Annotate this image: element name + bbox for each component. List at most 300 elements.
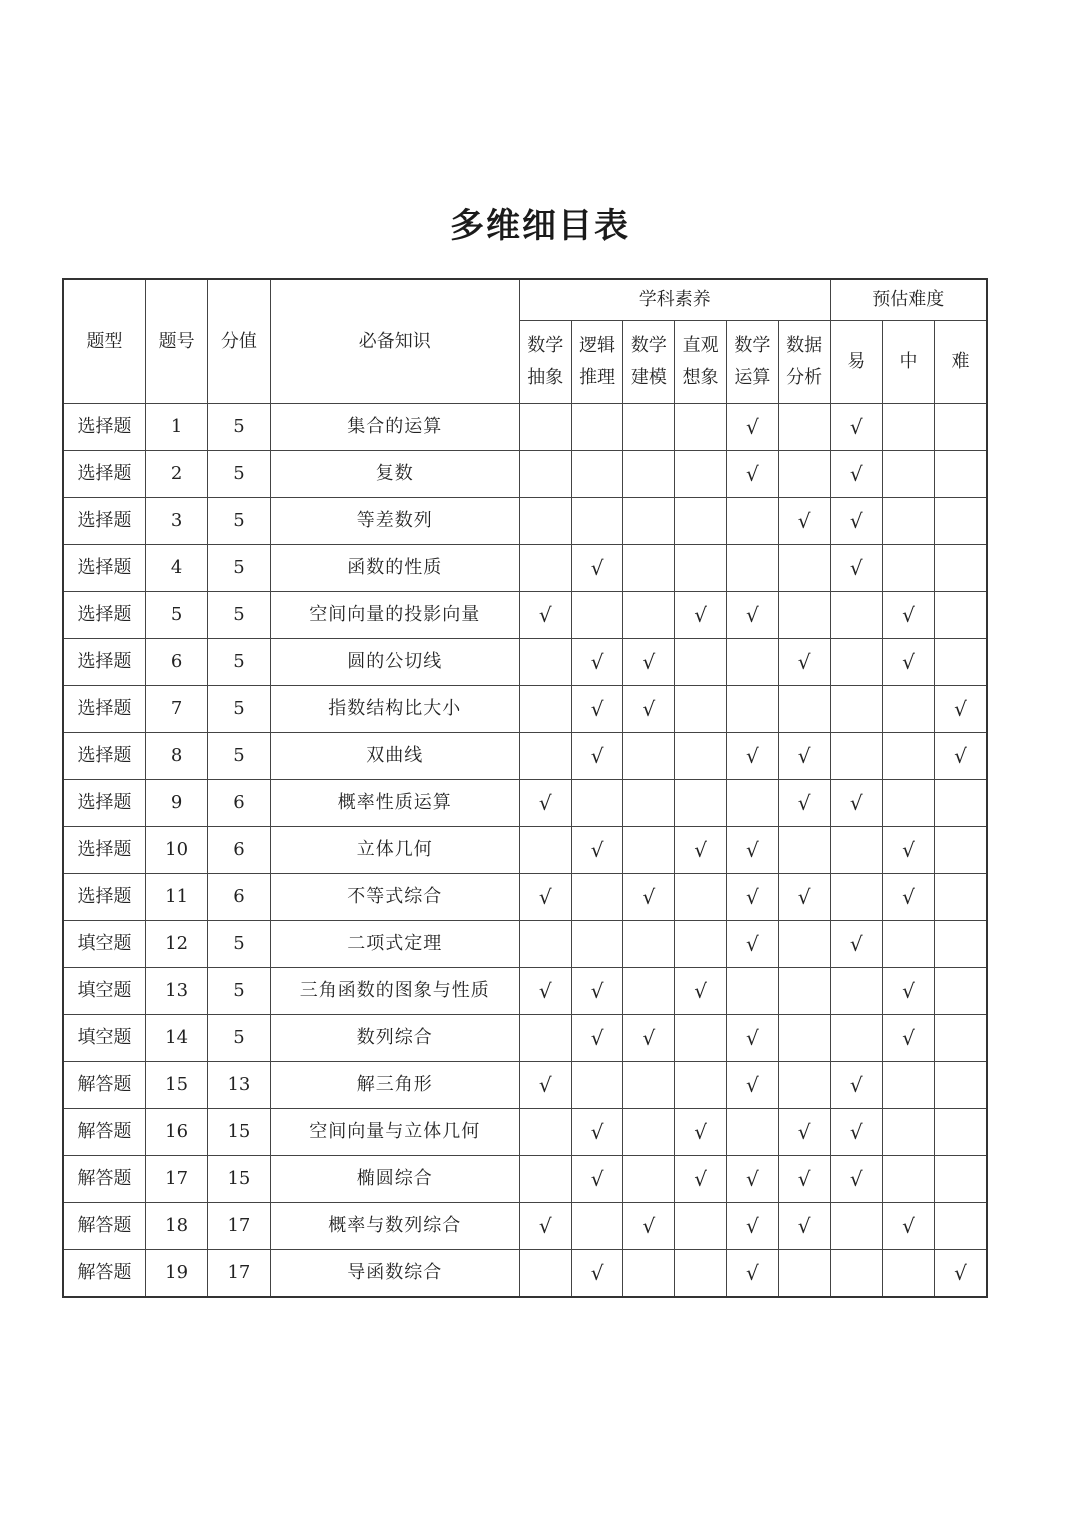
check-mark: √	[590, 978, 604, 1003]
table-row	[63, 451, 987, 498]
cell-number: 13	[145, 968, 207, 1015]
cell-type: 选择题	[63, 780, 145, 827]
check-mark: √	[745, 1213, 759, 1238]
cell-knowledge: 解三角形	[270, 1062, 519, 1109]
cell-type: 选择题	[63, 686, 145, 733]
cell-difficulty-0	[830, 1015, 882, 1062]
header-literacy-line: 数学	[734, 335, 771, 356]
cell-literacy-3	[675, 1203, 727, 1250]
check-mark: √	[590, 837, 604, 862]
header-literacy-line: 直观	[682, 335, 719, 356]
cell-difficulty-0	[830, 592, 882, 639]
cell-number: 18	[145, 1203, 207, 1250]
check-mark: √	[642, 1213, 656, 1238]
check-mark: √	[849, 1166, 863, 1191]
check-mark: √	[642, 696, 656, 721]
cell-difficulty-2	[935, 1250, 987, 1298]
cell-literacy-3	[675, 780, 727, 827]
cell-literacy-0	[519, 1109, 571, 1156]
cell-knowledge: 概率性质运算	[270, 780, 519, 827]
cell-difficulty-0	[830, 1250, 882, 1298]
cell-difficulty-2	[935, 874, 987, 921]
check-mark: √	[538, 790, 552, 815]
check-mark: √	[797, 743, 811, 768]
table-header	[63, 279, 987, 404]
cell-literacy-2	[623, 592, 675, 639]
cell-score: 5	[208, 592, 270, 639]
cell-difficulty-1	[882, 498, 934, 545]
cell-score: 5	[208, 968, 270, 1015]
cell-literacy-0	[519, 686, 571, 733]
cell-difficulty-0	[830, 1203, 882, 1250]
cell-difficulty-1	[882, 1203, 934, 1250]
cell-score: 6	[208, 874, 270, 921]
cell-difficulty-1	[882, 1015, 934, 1062]
cell-knowledge: 函数的性质	[270, 545, 519, 592]
cell-difficulty-2	[935, 1156, 987, 1203]
check-mark: √	[745, 602, 759, 627]
cell-difficulty-0	[830, 1109, 882, 1156]
cell-difficulty-1	[882, 451, 934, 498]
cell-type: 选择题	[63, 592, 145, 639]
check-mark: √	[745, 414, 759, 439]
cell-literacy-5	[778, 874, 830, 921]
cell-difficulty-1	[882, 874, 934, 921]
cell-literacy-2	[623, 733, 675, 780]
cell-literacy-2	[623, 686, 675, 733]
check-mark: √	[849, 555, 863, 580]
cell-knowledge: 指数结构比大小	[270, 686, 519, 733]
cell-difficulty-0	[830, 968, 882, 1015]
table-row	[63, 1203, 987, 1250]
cell-number: 7	[145, 686, 207, 733]
cell-difficulty-0	[830, 827, 882, 874]
cell-difficulty-0	[830, 639, 882, 686]
cell-difficulty-1	[882, 592, 934, 639]
cell-knowledge: 不等式综合	[270, 874, 519, 921]
cell-literacy-5	[778, 545, 830, 592]
cell-literacy-1	[571, 733, 623, 780]
cell-literacy-3	[675, 545, 727, 592]
cell-literacy-5	[778, 921, 830, 968]
cell-literacy-4	[726, 874, 778, 921]
cell-knowledge: 概率与数列综合	[270, 1203, 519, 1250]
check-mark: √	[538, 884, 552, 909]
check-mark: √	[590, 1025, 604, 1050]
header-literacy-line: 推理	[579, 367, 616, 388]
cell-literacy-0	[519, 1203, 571, 1250]
table-row	[63, 1062, 987, 1109]
cell-score: 6	[208, 827, 270, 874]
check-mark: √	[849, 931, 863, 956]
cell-literacy-3	[675, 1062, 727, 1109]
check-mark: √	[902, 649, 915, 674]
cell-literacy-4	[726, 1109, 778, 1156]
check-mark: √	[538, 978, 552, 1003]
check-mark: √	[902, 978, 915, 1003]
cell-difficulty-2	[935, 592, 987, 639]
cell-literacy-4	[726, 1062, 778, 1109]
cell-literacy-2	[623, 1109, 675, 1156]
cell-literacy-3	[675, 968, 727, 1015]
cell-number: 4	[145, 545, 207, 592]
cell-difficulty-0	[830, 733, 882, 780]
cell-literacy-0	[519, 780, 571, 827]
check-mark: √	[902, 1025, 915, 1050]
cell-difficulty-0	[830, 545, 882, 592]
table-body	[63, 404, 987, 1298]
cell-number: 2	[145, 451, 207, 498]
cell-literacy-5	[778, 780, 830, 827]
cell-literacy-1	[571, 874, 623, 921]
cell-literacy-4	[726, 1203, 778, 1250]
cell-literacy-3	[675, 1156, 727, 1203]
check-mark: √	[797, 1166, 811, 1191]
cell-knowledge: 集合的运算	[270, 404, 519, 451]
cell-type: 填空题	[63, 921, 145, 968]
cell-type: 填空题	[63, 968, 145, 1015]
cell-literacy-0	[519, 592, 571, 639]
check-mark: √	[954, 743, 967, 768]
cell-literacy-5	[778, 592, 830, 639]
check-mark: √	[538, 602, 552, 627]
check-mark: √	[538, 1072, 552, 1097]
cell-literacy-1	[571, 1062, 623, 1109]
cell-literacy-3	[675, 827, 727, 874]
check-mark: √	[902, 1213, 915, 1238]
cell-score: 5	[208, 498, 270, 545]
cell-literacy-1	[571, 827, 623, 874]
check-mark: √	[797, 508, 811, 533]
cell-literacy-1	[571, 1109, 623, 1156]
cell-literacy-3	[675, 874, 727, 921]
header-score: 分值	[208, 279, 270, 404]
check-mark: √	[642, 884, 656, 909]
check-mark: √	[745, 1025, 759, 1050]
cell-score: 5	[208, 639, 270, 686]
cell-literacy-2	[623, 827, 675, 874]
cell-difficulty-0	[830, 780, 882, 827]
check-mark: √	[590, 1260, 604, 1285]
check-mark: √	[849, 414, 863, 439]
check-mark: √	[797, 884, 811, 909]
cell-number: 14	[145, 1015, 207, 1062]
check-mark: √	[745, 837, 759, 862]
cell-difficulty-1	[882, 921, 934, 968]
check-mark: √	[590, 696, 604, 721]
cell-number: 15	[145, 1062, 207, 1109]
cell-knowledge: 三角函数的图象与性质	[270, 968, 519, 1015]
table-row	[63, 827, 987, 874]
cell-difficulty-0	[830, 404, 882, 451]
cell-literacy-4	[726, 921, 778, 968]
cell-literacy-4	[726, 780, 778, 827]
cell-literacy-2	[623, 451, 675, 498]
cell-number: 19	[145, 1250, 207, 1298]
cell-literacy-0	[519, 827, 571, 874]
cell-knowledge: 圆的公切线	[270, 639, 519, 686]
cell-score: 5	[208, 686, 270, 733]
cell-literacy-3	[675, 1250, 727, 1298]
cell-literacy-2	[623, 1015, 675, 1062]
cell-number: 9	[145, 780, 207, 827]
check-mark: √	[797, 649, 811, 674]
table-row	[63, 1156, 987, 1203]
cell-score: 5	[208, 733, 270, 780]
cell-literacy-4	[726, 686, 778, 733]
check-mark: √	[590, 743, 604, 768]
cell-number: 3	[145, 498, 207, 545]
cell-difficulty-2	[935, 921, 987, 968]
cell-literacy-0	[519, 1250, 571, 1298]
cell-literacy-3	[675, 921, 727, 968]
table-row	[63, 404, 987, 451]
cell-literacy-2	[623, 1156, 675, 1203]
cell-knowledge: 二项式定理	[270, 921, 519, 968]
cell-type: 选择题	[63, 639, 145, 686]
page-title: 多维细目表	[450, 206, 630, 246]
check-mark: √	[538, 1213, 552, 1238]
header-knowledge: 必备知识	[270, 279, 519, 404]
cell-literacy-1	[571, 639, 623, 686]
cell-knowledge: 椭圆综合	[270, 1156, 519, 1203]
check-mark: √	[849, 790, 863, 815]
cell-difficulty-2	[935, 451, 987, 498]
cell-literacy-4	[726, 1250, 778, 1298]
table-row	[63, 686, 987, 733]
header-literacy-line: 运算	[734, 367, 771, 388]
check-mark: √	[797, 790, 811, 815]
cell-literacy-0	[519, 498, 571, 545]
cell-number: 16	[145, 1109, 207, 1156]
cell-literacy-4	[726, 451, 778, 498]
cell-number: 1	[145, 404, 207, 451]
check-mark: √	[590, 1166, 604, 1191]
check-mark: √	[590, 555, 604, 580]
cell-literacy-4	[726, 968, 778, 1015]
cell-literacy-4	[726, 592, 778, 639]
table-row	[63, 1250, 987, 1298]
cell-knowledge: 等差数列	[270, 498, 519, 545]
cell-literacy-1	[571, 968, 623, 1015]
cell-type: 解答题	[63, 1109, 145, 1156]
header-literacy-5	[778, 321, 830, 404]
cell-literacy-4	[726, 404, 778, 451]
cell-literacy-4	[726, 639, 778, 686]
check-mark: √	[694, 837, 707, 862]
cell-score: 5	[208, 1015, 270, 1062]
cell-score: 5	[208, 545, 270, 592]
cell-type: 解答题	[63, 1156, 145, 1203]
cell-difficulty-2	[935, 498, 987, 545]
check-mark: √	[590, 1119, 604, 1144]
cell-literacy-5	[778, 1062, 830, 1109]
cell-literacy-1	[571, 780, 623, 827]
cell-difficulty-0	[830, 1156, 882, 1203]
cell-score: 15	[208, 1156, 270, 1203]
header-literacy-0	[519, 321, 571, 404]
check-mark: √	[954, 1260, 967, 1285]
header-literacy-line: 分析	[786, 367, 823, 388]
cell-literacy-5	[778, 827, 830, 874]
cell-knowledge: 数列综合	[270, 1015, 519, 1062]
cell-literacy-0	[519, 1015, 571, 1062]
check-mark: √	[902, 884, 915, 909]
cell-score: 5	[208, 921, 270, 968]
check-mark: √	[642, 1025, 656, 1050]
cell-literacy-3	[675, 1109, 727, 1156]
cell-difficulty-0	[830, 498, 882, 545]
cell-difficulty-1	[882, 1109, 934, 1156]
check-mark: √	[902, 837, 915, 862]
check-mark: √	[849, 461, 863, 486]
cell-number: 17	[145, 1156, 207, 1203]
header-number: 题号	[145, 279, 207, 404]
cell-literacy-0	[519, 639, 571, 686]
header-literacy-line: 数学	[527, 335, 564, 356]
cell-literacy-1	[571, 404, 623, 451]
cell-literacy-0	[519, 1062, 571, 1109]
cell-difficulty-1	[882, 1062, 934, 1109]
cell-difficulty-1	[882, 639, 934, 686]
header-literacy-4	[726, 321, 778, 404]
header-difficulty-0: 易	[830, 321, 882, 404]
table-row	[63, 874, 987, 921]
cell-difficulty-0	[830, 451, 882, 498]
cell-literacy-5	[778, 498, 830, 545]
check-mark: √	[694, 602, 707, 627]
cell-knowledge: 立体几何	[270, 827, 519, 874]
cell-literacy-5	[778, 733, 830, 780]
cell-number: 11	[145, 874, 207, 921]
cell-difficulty-2	[935, 733, 987, 780]
cell-score: 5	[208, 404, 270, 451]
cell-literacy-4	[726, 498, 778, 545]
cell-literacy-2	[623, 874, 675, 921]
cell-literacy-4	[726, 1156, 778, 1203]
check-mark: √	[849, 1119, 863, 1144]
cell-difficulty-1	[882, 827, 934, 874]
header-difficulty-2: 难	[935, 321, 987, 404]
cell-literacy-3	[675, 733, 727, 780]
check-mark: √	[849, 1072, 863, 1097]
cell-difficulty-2	[935, 545, 987, 592]
table-row	[63, 639, 987, 686]
cell-literacy-4	[726, 827, 778, 874]
cell-number: 8	[145, 733, 207, 780]
cell-score: 5	[208, 451, 270, 498]
cell-difficulty-2	[935, 686, 987, 733]
check-mark: √	[745, 461, 759, 486]
cell-difficulty-0	[830, 921, 882, 968]
cell-literacy-5	[778, 968, 830, 1015]
cell-difficulty-0	[830, 1062, 882, 1109]
cell-literacy-5	[778, 1015, 830, 1062]
header-literacy-group: 学科素养	[519, 279, 830, 321]
header-literacy-3	[675, 321, 727, 404]
table-row	[63, 592, 987, 639]
cell-difficulty-2	[935, 780, 987, 827]
table-row	[63, 1109, 987, 1156]
cell-literacy-5	[778, 639, 830, 686]
check-mark: √	[797, 1213, 811, 1238]
cell-type: 选择题	[63, 874, 145, 921]
cell-literacy-3	[675, 592, 727, 639]
table-row	[63, 545, 987, 592]
cell-difficulty-2	[935, 1109, 987, 1156]
cell-difficulty-2	[935, 1203, 987, 1250]
header-type: 题型	[63, 279, 145, 404]
header-literacy-2	[623, 321, 675, 404]
cell-knowledge: 导函数综合	[270, 1250, 519, 1298]
cell-literacy-0	[519, 733, 571, 780]
cell-literacy-5	[778, 686, 830, 733]
cell-literacy-2	[623, 545, 675, 592]
cell-type: 选择题	[63, 404, 145, 451]
cell-number: 6	[145, 639, 207, 686]
header-literacy-line: 逻辑	[579, 335, 616, 356]
cell-difficulty-1	[882, 404, 934, 451]
cell-literacy-3	[675, 451, 727, 498]
cell-type: 解答题	[63, 1203, 145, 1250]
cell-literacy-1	[571, 921, 623, 968]
cell-difficulty-2	[935, 968, 987, 1015]
cell-literacy-3	[675, 498, 727, 545]
cell-literacy-1	[571, 686, 623, 733]
cell-literacy-5	[778, 1156, 830, 1203]
cell-difficulty-1	[882, 686, 934, 733]
cell-literacy-2	[623, 498, 675, 545]
cell-difficulty-1	[882, 545, 934, 592]
check-mark: √	[745, 1260, 759, 1285]
cell-score: 15	[208, 1109, 270, 1156]
cell-literacy-1	[571, 1250, 623, 1298]
cell-literacy-2	[623, 1250, 675, 1298]
cell-literacy-1	[571, 451, 623, 498]
cell-difficulty-1	[882, 733, 934, 780]
cell-literacy-3	[675, 639, 727, 686]
cell-difficulty-2	[935, 1015, 987, 1062]
cell-literacy-0	[519, 874, 571, 921]
cell-literacy-3	[675, 686, 727, 733]
cell-difficulty-2	[935, 639, 987, 686]
cell-difficulty-1	[882, 1250, 934, 1298]
cell-literacy-4	[726, 733, 778, 780]
cell-difficulty-1	[882, 1156, 934, 1203]
cell-difficulty-1	[882, 780, 934, 827]
cell-difficulty-0	[830, 874, 882, 921]
header-literacy-1	[571, 321, 623, 404]
cell-literacy-2	[623, 639, 675, 686]
cell-type: 选择题	[63, 498, 145, 545]
check-mark: √	[590, 649, 604, 674]
cell-literacy-0	[519, 451, 571, 498]
cell-knowledge: 复数	[270, 451, 519, 498]
cell-literacy-1	[571, 1015, 623, 1062]
table-row	[63, 498, 987, 545]
cell-literacy-4	[726, 1015, 778, 1062]
detail-table	[62, 278, 988, 1298]
cell-literacy-1	[571, 1203, 623, 1250]
cell-type: 解答题	[63, 1062, 145, 1109]
cell-literacy-2	[623, 968, 675, 1015]
cell-literacy-2	[623, 1062, 675, 1109]
check-mark: √	[745, 1166, 759, 1191]
cell-score: 13	[208, 1062, 270, 1109]
cell-knowledge: 空间向量与立体几何	[270, 1109, 519, 1156]
cell-literacy-0	[519, 545, 571, 592]
cell-literacy-1	[571, 1156, 623, 1203]
